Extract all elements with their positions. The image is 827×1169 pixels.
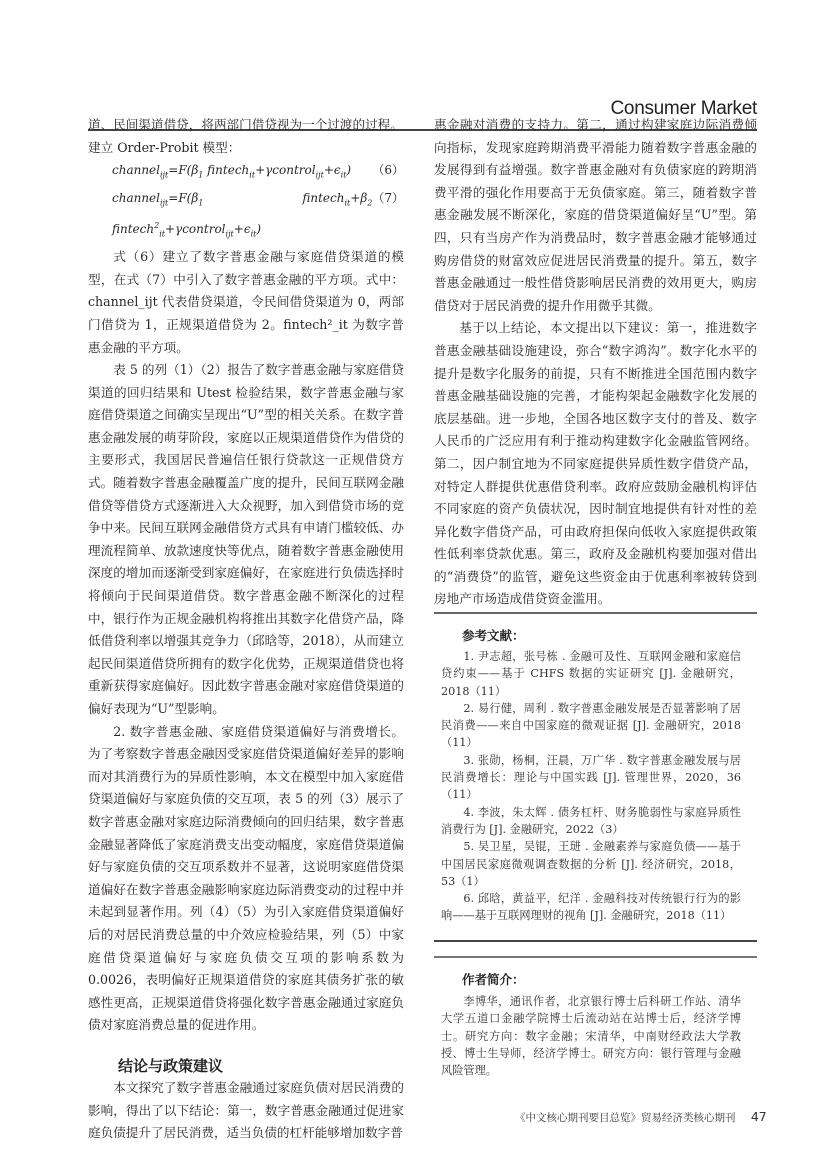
equation-number: （6） bbox=[372, 163, 404, 178]
reference-item: 4. 李波，朱太辉 . 债务杠杆、财务脆弱性与家庭异质性消费行为 [J]. 金融研究，2022（3） bbox=[441, 805, 741, 836]
section-header: Consumer Market bbox=[610, 98, 757, 119]
equation-body: $channel_{ijt}=F(\beta_1$ $fintech_{it}+\beta_2$ $fintech^2_{it}+\gamma control_{ijt}+\epsilon_{it}$) bbox=[112, 191, 373, 239]
journal-note: 《中文核心期刊要目总览》贸易经济类核心期刊 bbox=[515, 1112, 736, 1124]
references-title: 参考文献： bbox=[462, 628, 525, 643]
paragraph: 式（6）建立了数字普惠金融与家庭借贷渠道的模型，在式（7）中引入了数字普惠金融的平方项。式中：channel_ijt 代表借贷渠道，令民间借贷渠道为 0，两部门借贷为 1，正规渠道借贷为 2。fintech²_it 为数字普惠金融的平方项。 bbox=[88, 249, 404, 355]
reference-item: 2. 易行健，周利 . 数字普惠金融发展是否显著影响了居民消费——来自中国家庭的微观证据 [J]. 金融研究，2018（11） bbox=[441, 701, 741, 750]
references-bottom-rule bbox=[434, 940, 757, 942]
paragraph: 2. 数字普惠金融、家庭借贷渠道偏好与消费增长。为了考察数字普惠金融因受家庭借贷渠道偏好差异的影响而对其消费行为的异质性影响，本文在模型中加入家庭借贷渠道偏好与家庭负债的交互项，表 5 的列（3）展示了数字普惠金融对家庭边际消费倾向的回归结果，数字普惠金融显著降低了家庭消费支出变动幅度，家庭借贷渠道偏好与家庭负债的交互项系数并不显著，这说明家庭借贷渠道偏好在数字普惠金融影响家庭边际消费变动的过程中并未起到显著作用。列（4）（5）为引入家庭借贷渠道偏好后的对居民消费总量的中介效应检验结果，列（5）中家庭借贷渠道偏好与家庭负债交互项的影响系数为 0.0026，表明偏好正规渠道借贷的家庭其债务扩张的敏感性更高，正规渠道借贷将强化数字普惠金融通过家庭负债对家庭消费总量的促进作用。 bbox=[88, 723, 404, 1033]
left-column bbox=[88, 114, 404, 1145]
paragraph: 惠金融对消费的支持力。第二，通过构建家庭边际消费倾向指标，发现家庭跨期消费平滑能力随着数字普惠金融的发展得到有益增强。数字普惠金融对有负债家庭的跨期消费平滑的强化作用要高于无负债家庭。第三，随着数字普惠金融发展不断深化，家庭的借贷渠道偏好呈“U”型。第四，只有当房产作为消费品时，数字普惠金融才能够通过购房借贷的财富效应促进居民消费量的提升。第五，数字普惠金融通过一般性借贷影响居民消费的效用更大，购房借贷对于居民消费的提升作用微乎其微。 bbox=[434, 117, 757, 313]
section-title: 结论与政策建议 bbox=[118, 1056, 224, 1075]
paragraph: 基于以上结论，本文提出以下建议：第一，推进数字普惠金融基础设施建设，弥合“数字鸿沟”。数字化水平的提升是数字化服务的前提，只有不断推进全国范围内数字普惠金融基础设施的完善，才能构架起金融数字化发展的底层基础。进一步地，全国各地区数字支付的普及、数字人民币的广泛应用有利于推动构建数字化金融监管网络。第二，因户制宜地为不同家庭提供异质性数字借贷产品，对特定人群提供优惠借贷利率。政府应鼓励金融机构评估不同家庭的资产负债状况，因时制宜地提供有针对性的差异化数字借贷产品，可由政府担保向低收入家庭提供政策性低利率贷款优惠。第三，政府及金融机构要加强对借出的“消费贷”的监管，避免这些资金由于优惠利率被转贷到房地产市场造成借贷资金滥用。 bbox=[434, 320, 757, 607]
reference-item: 5. 吴卫星，吴锟，王琎 . 金融素养与家庭负债——基于中国居民家庭微观调查数据的分析 [J]. 经济研究，2018，53（1） bbox=[441, 840, 741, 888]
paragraph: 道、民间渠道借贷，将两部门借贷视为一个过渡的过程。 bbox=[88, 117, 403, 132]
page-footer bbox=[515, 1109, 767, 1125]
model-intro: 建立 Order-Probit 模型： bbox=[88, 139, 241, 155]
equation-number: （7） bbox=[372, 191, 404, 206]
author-top-rule bbox=[434, 956, 757, 958]
paragraph: 本文探究了数字普惠金融通过家庭负债对居民消费的影响，得出了以下结论：第一，数字普惠金融通过促进家庭负债提升了居民消费，适当负债的杠杆能够增加数字普 bbox=[88, 1079, 404, 1141]
reference-item: 1. 尹志超，张号栋 . 金融可及性、互联网金融和家庭信贷约束——基于 CHFS 数据的实证研究 [J]. 金融研究，2018（11） bbox=[441, 650, 741, 698]
right-column bbox=[434, 114, 757, 611]
author-bio-title: 作者简介： bbox=[462, 972, 525, 987]
paragraph: 表 5 的列（1）（2）报告了数字普惠金融与家庭借贷渠道的回归结果和 Utest 检验结果，数字普惠金融与家庭借贷渠道之间确实呈现出“U”型的相关关系。在数字普惠金融发展的萌芽阶段，家庭以正规渠道借贷作为借贷的主要形式，我国居民普遍信任银行贷款这一正规借贷方式。随着数字普惠金融覆盖广度的提升，民间互联网金融借贷等借贷方式逐渐进入大众视野，加入到借贷市场的竞争中来。民间互联网金融借贷方式具有申请门槛较低、办理流程简单、放款速度快等优点，随着数字普惠金融使用深度的增加而逐渐受到家庭偏好，在家庭进行负债选择时将倾向于民间渠道借贷。数字普惠金融不断深化的过程中，银行作为正规金融机构将推出其数字化借贷产品，降低借贷利率以增强其竞争力（邱晗等，2018），从而建立起民间渠道借贷所拥有的数字化优势，正规渠道借贷也将重新获得家庭偏好。因此数字普惠金融对家庭借贷渠道的偏好表现为“U”型影响。 bbox=[88, 362, 404, 717]
references-top-rule bbox=[434, 612, 757, 614]
equation-body: $channel_{ijt}=F(\beta_1$ $fintech_{it}+\gamma control_{ijt}+\epsilon_{it}$) bbox=[112, 163, 352, 180]
author-bio bbox=[441, 993, 741, 1079]
equation-6 bbox=[88, 159, 404, 187]
references-list bbox=[441, 648, 741, 925]
reference-item: 3. 张勋，杨桐，汪晨，万广华 . 数字普惠金融发展与居民消费增长：理论与中国实践 [J]. 管理世界，2020，36（11） bbox=[441, 753, 741, 802]
page-number: 47 bbox=[750, 1109, 767, 1124]
author-bio-text: 李博华，通讯作者，北京银行博士后科研工作站、清华大学五道口金融学院博士后流动站在站博士后，经济学博士。研究方向：数字金融；宋清华，中南财经政法大学教授、博士生导师，经济学博士。研究方向：银行管理与金融风险管理。 bbox=[441, 995, 741, 1078]
reference-item: 6. 邱晗，黄益平，纪洋 . 金融科技对传统银行行为的影响——基于互联网理财的视角 [J]. 金融研究，2018（11） bbox=[441, 892, 741, 923]
equation-7 bbox=[88, 187, 404, 246]
